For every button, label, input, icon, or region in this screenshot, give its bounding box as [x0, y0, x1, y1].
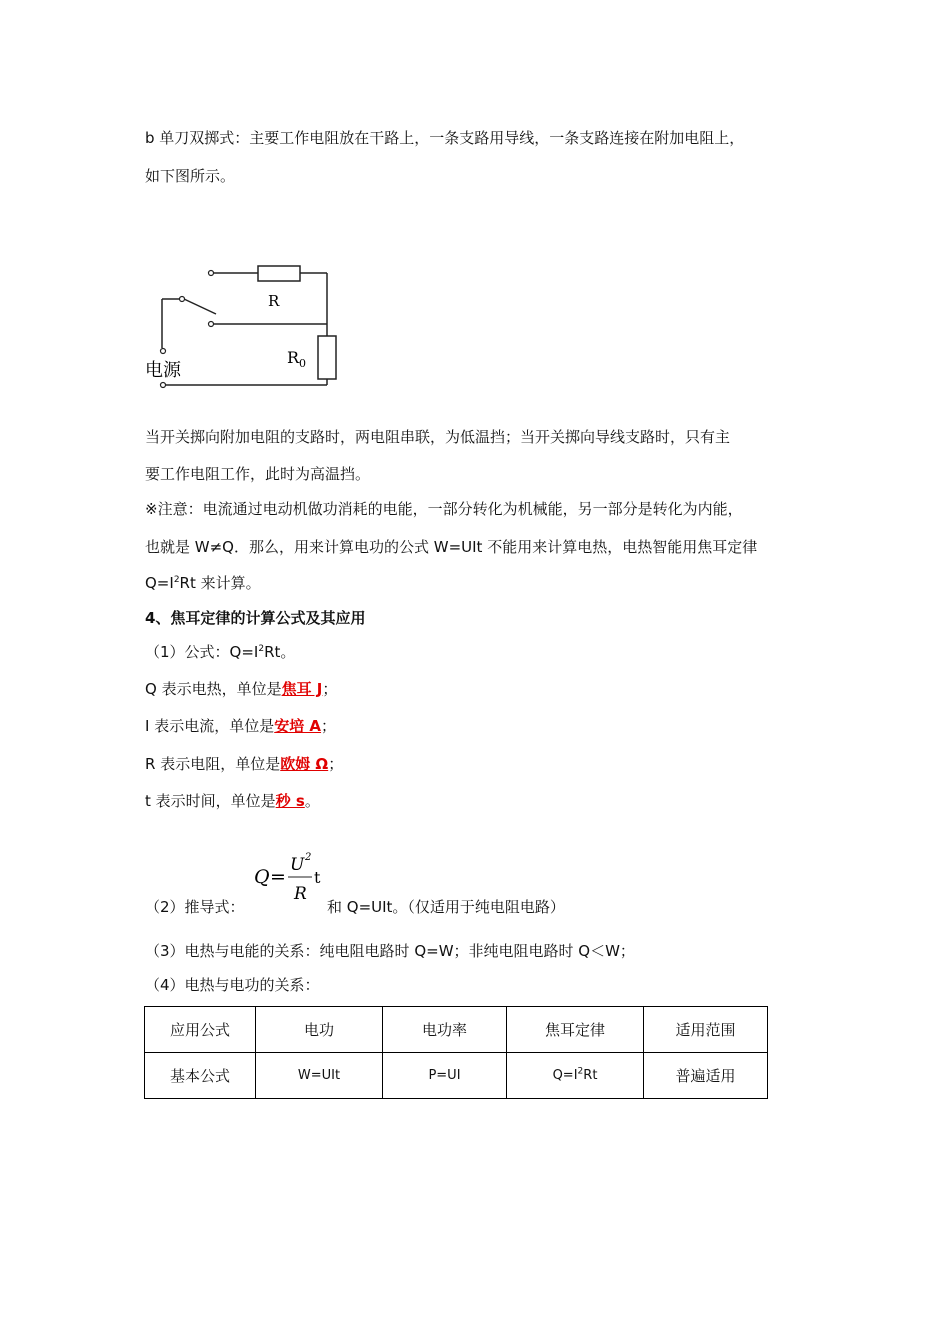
table-cell-label: 基本公式: [145, 1053, 256, 1099]
switch-blade: [184, 299, 216, 314]
section-heading: 4、焦耳定律的计算公式及其应用: [145, 609, 366, 627]
table-cell-q: $Q=I^2Rt$: [507, 1053, 644, 1099]
note-line2: 也就是 W≠Q．那么，用来计算电功的公式 W=UIt 不能用来计算电热，电热智能用焦耳定律: [145, 538, 758, 556]
label-r: R: [268, 292, 280, 310]
terminal-bottom: [161, 383, 166, 388]
unit-t-line: t 表示时间，单位是秒 s。: [145, 792, 320, 810]
svg-text:2: 2: [305, 852, 312, 863]
label-r0: $R_0$: [287, 348, 307, 370]
derived-formula: [250, 850, 330, 906]
table-header-cell: 焦耳定律: [507, 1007, 644, 1053]
contact-bottom: [209, 322, 214, 327]
resistor-r0: [318, 336, 336, 379]
table-cell-w: W=UIt: [256, 1053, 383, 1099]
table-cell-scope: 普遍适用: [644, 1053, 768, 1099]
terminal-top: [161, 349, 166, 354]
formula-line: （1）公式：$Q=I^2Rt$。: [145, 643, 296, 661]
table-cell-p: P=UI: [383, 1053, 507, 1099]
table-header-cell: 电功率: [383, 1007, 507, 1053]
explain-line1: 当开关掷向附加电阻的支路时，两电阻串联，为低温挡；当开关掷向导线支路时，只有主: [145, 428, 731, 446]
unit-r-line: R 表示电阻，单位是欧姆 Ω；: [145, 755, 344, 773]
circuit-diagram: [140, 255, 350, 395]
relation-3: （3）电热与电能的关系：纯电阻电路时 Q=W；非纯电阻电路时 Q＜W；: [145, 942, 635, 960]
paragraph-b-line1: b 单刀双掷式：主要工作电阻放在干路上，一条支路用导线，一条支路连接在附加电阻上，: [145, 129, 745, 147]
table-header-row: [145, 1007, 768, 1053]
table-header-cell: 应用公式: [145, 1007, 256, 1053]
svg-text:R: R: [294, 884, 307, 904]
contact-top: [209, 271, 214, 276]
note-line1: ※注意：电流通过电动机做功消耗的电能，一部分转化为机械能，另一部分是转化为内能，: [145, 500, 743, 518]
table-header-cell: 电功: [256, 1007, 383, 1053]
derived-label: （2）推导式：: [145, 898, 245, 916]
table-row: [145, 1053, 768, 1099]
table-header-cell: 适用范围: [644, 1007, 768, 1053]
resistor-r: [258, 266, 300, 281]
unit-q-line: Q 表示电热，单位是焦耳 J；: [145, 680, 338, 698]
paragraph-b-line2: 如下图所示。: [145, 167, 236, 185]
svg-text:Q: Q: [254, 866, 270, 888]
label-power-source: 电源: [145, 360, 181, 381]
note-line3: $Q=I^2Rt$ 来计算。: [145, 574, 261, 592]
svg-text:U: U: [290, 855, 305, 875]
unit-i-line: I 表示电流，单位是安培 A；: [145, 717, 337, 735]
derived-tail: 和 Q=UIt。（仅适用于纯电阻电路）: [327, 898, 565, 916]
explain-line2: 要工作电阻工作，此时为高温挡。: [145, 465, 371, 483]
relation-4: （4）电热与电功的关系：: [145, 976, 320, 994]
switch-pivot: [180, 297, 185, 302]
relation-table: [144, 1006, 768, 1099]
svg-text:=: =: [270, 866, 286, 888]
svg-text:t: t: [314, 868, 321, 887]
